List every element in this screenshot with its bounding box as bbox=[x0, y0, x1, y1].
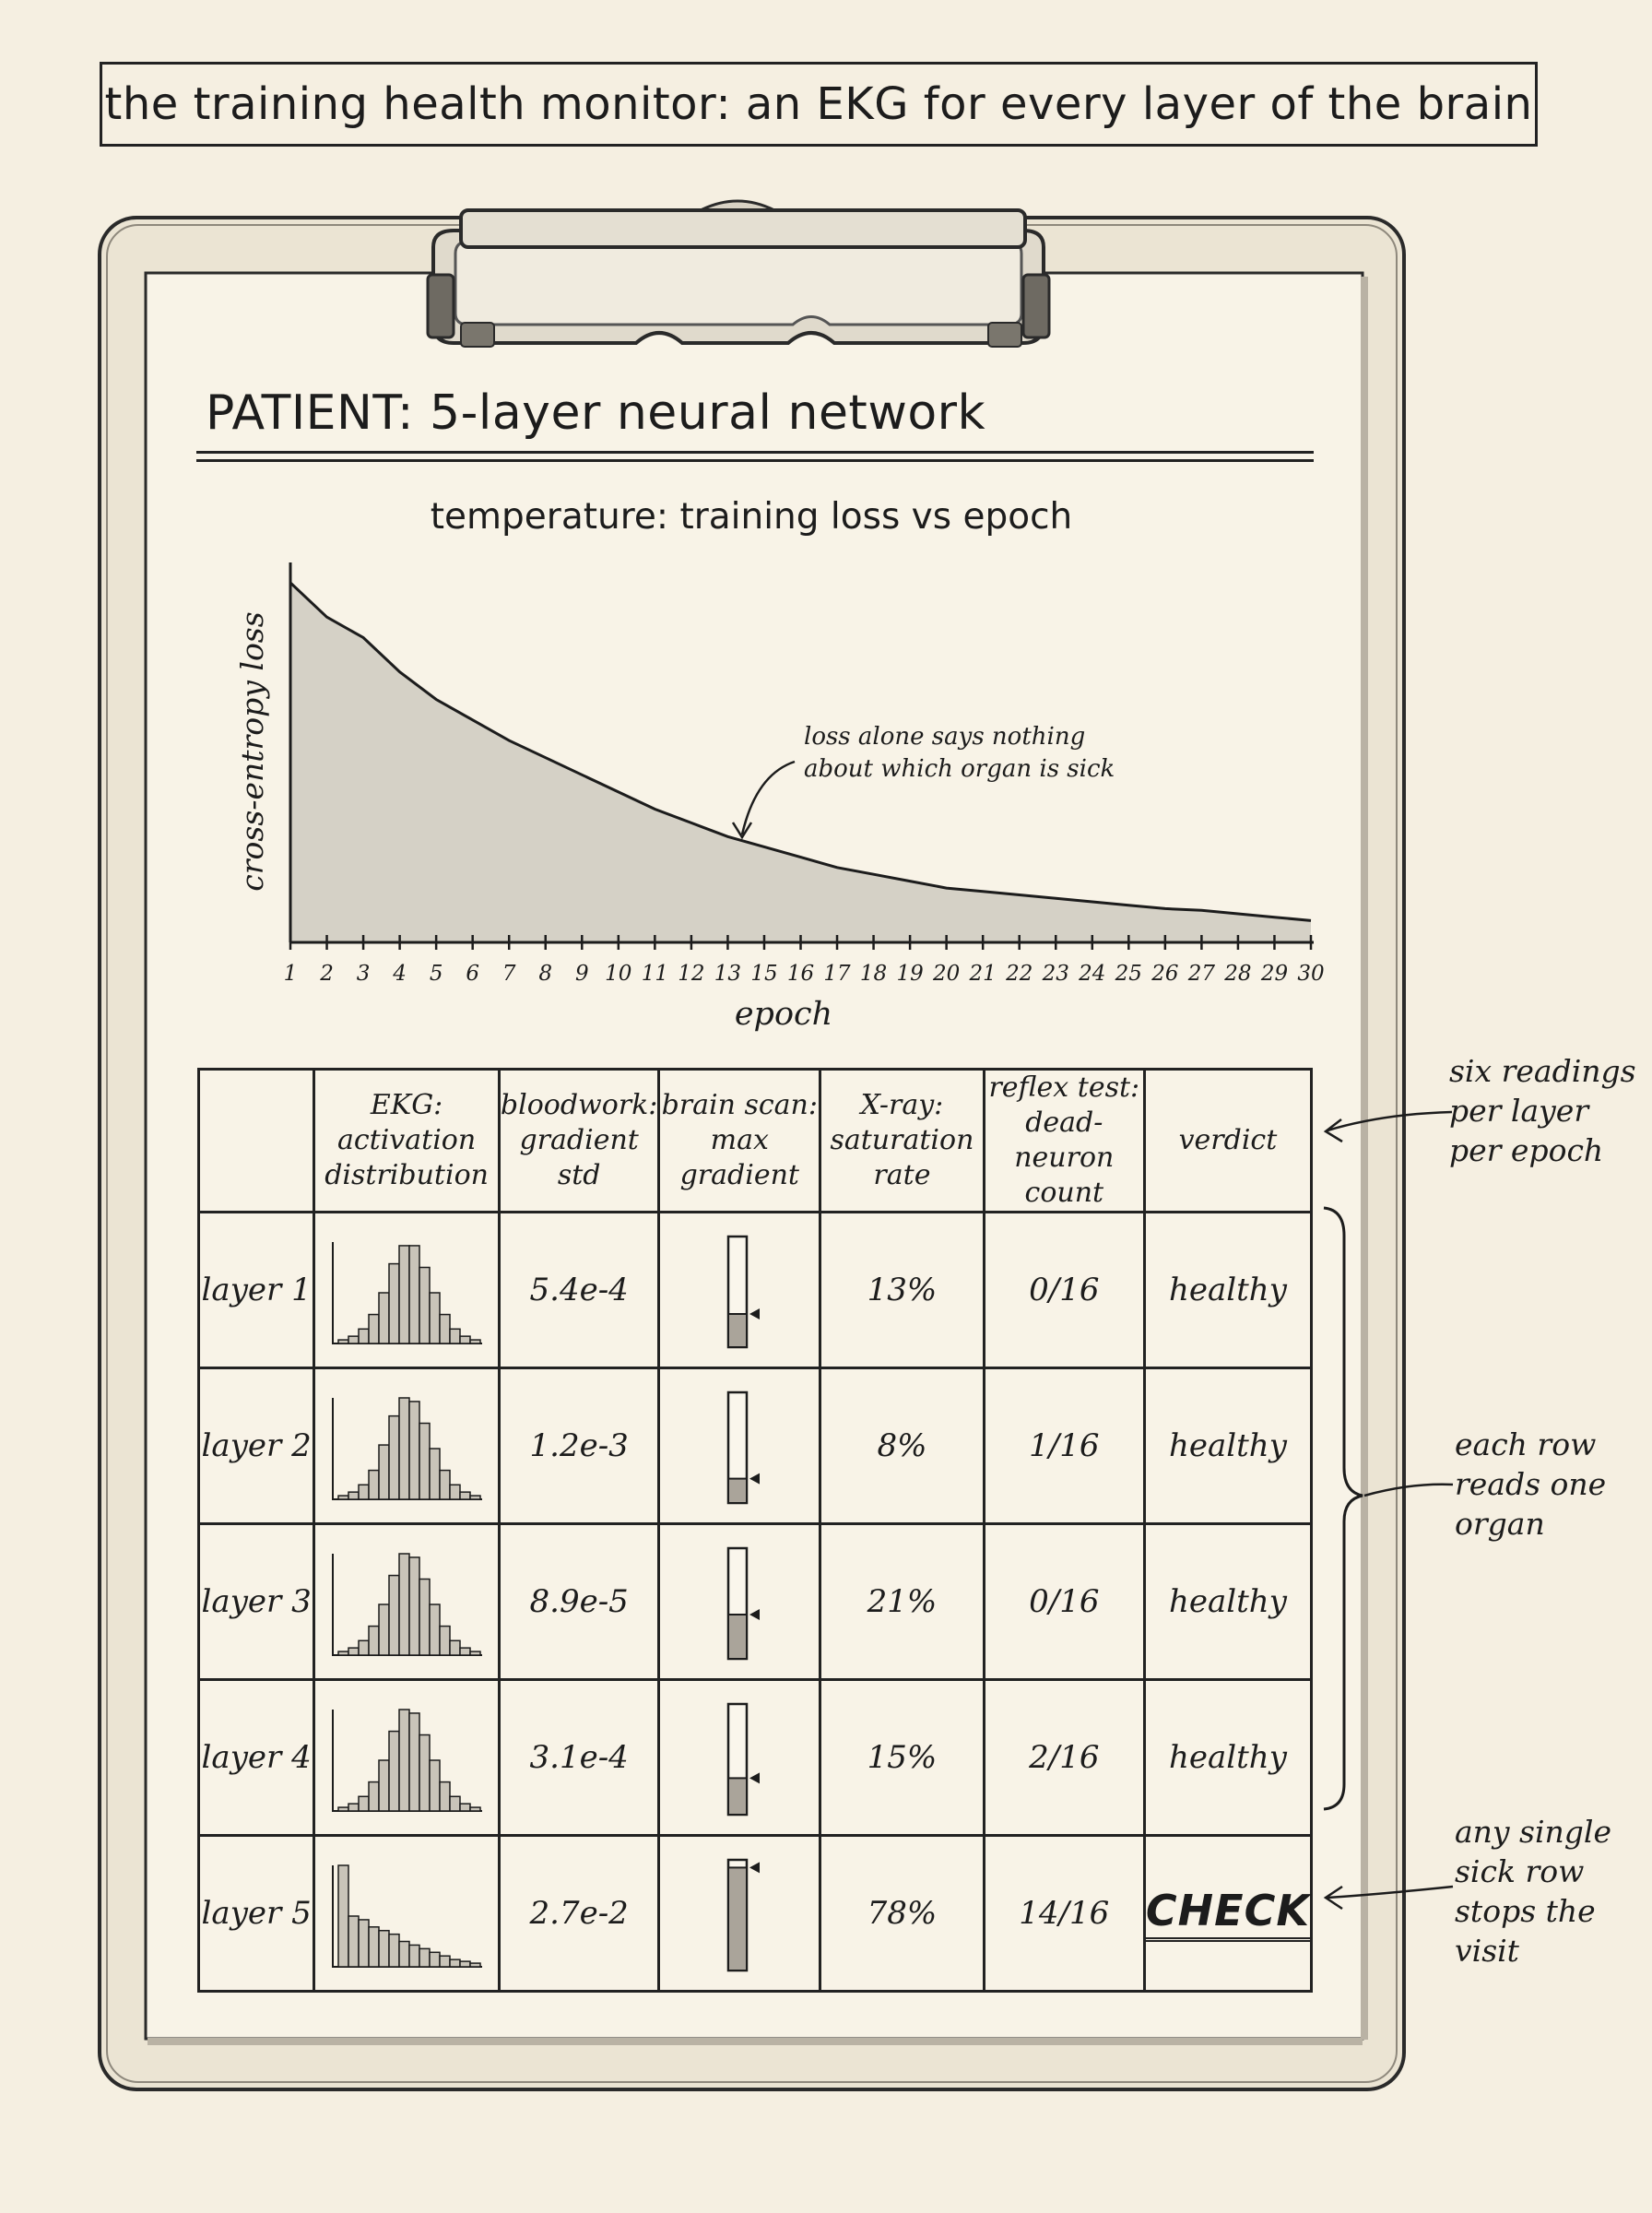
clip-icon bbox=[428, 201, 1049, 347]
verdict: CHECK bbox=[1146, 1886, 1310, 1942]
x-tick-label: 21 bbox=[969, 962, 997, 986]
histogram-bar bbox=[379, 1293, 389, 1343]
histogram-bar bbox=[338, 1496, 348, 1499]
max-gradient-cell bbox=[659, 1213, 820, 1368]
x-tick-label: 10 bbox=[605, 962, 632, 986]
histogram-bar bbox=[450, 1640, 460, 1655]
histogram-bar bbox=[338, 1807, 348, 1811]
histogram-bar bbox=[338, 1865, 348, 1967]
histogram-bar bbox=[399, 1246, 409, 1343]
x-tick-label: 13 bbox=[714, 962, 742, 986]
histogram-bar bbox=[419, 1735, 430, 1812]
histogram-bar bbox=[430, 1449, 440, 1499]
table-row bbox=[199, 1213, 1312, 1368]
histogram-bar bbox=[369, 1471, 379, 1499]
x-tick-label: 1 bbox=[283, 962, 298, 986]
histogram-bar bbox=[348, 1336, 359, 1343]
x-tick-label: 2 bbox=[320, 962, 334, 986]
max-gradient-cell bbox=[659, 1368, 820, 1524]
header-corner bbox=[199, 1070, 314, 1213]
table-row bbox=[199, 1680, 1312, 1836]
layer-name: layer 3 bbox=[199, 1524, 314, 1680]
histogram-bar bbox=[450, 1796, 460, 1811]
note-rows: each row reads one organ bbox=[1455, 1426, 1607, 1542]
banner-title: the training health monitor: an EKG for every layer of the brain bbox=[100, 62, 1538, 147]
histogram-bar bbox=[399, 1942, 409, 1968]
dead-neuron-count: 14/16 bbox=[984, 1836, 1144, 1992]
verdict-cell bbox=[1144, 1680, 1311, 1836]
x-tick-label: 27 bbox=[1187, 962, 1216, 986]
histogram-bar bbox=[379, 1760, 389, 1811]
histogram-bar bbox=[430, 1604, 440, 1655]
gauge-marker bbox=[749, 1308, 760, 1320]
histogram-bar bbox=[369, 1927, 379, 1967]
histogram-bar bbox=[470, 1963, 480, 1967]
histogram-bar bbox=[450, 1959, 460, 1967]
health-table bbox=[197, 1068, 1313, 1993]
x-tick-label: 26 bbox=[1151, 962, 1179, 986]
histogram-bar bbox=[379, 1931, 389, 1967]
gauge-fill bbox=[728, 1867, 747, 1970]
histogram-bar bbox=[470, 1496, 480, 1499]
histogram-bar bbox=[399, 1710, 409, 1811]
layer-name: layer 2 bbox=[199, 1368, 314, 1524]
histogram-bar bbox=[450, 1485, 460, 1499]
max-gradient-gauge bbox=[712, 1849, 767, 1978]
chart-title: temperature: training loss vs epoch bbox=[430, 496, 1073, 538]
histogram-bar bbox=[338, 1340, 348, 1343]
x-tick-label: 20 bbox=[933, 962, 961, 986]
verdict-cell bbox=[1144, 1524, 1311, 1680]
max-gradient-cell bbox=[659, 1680, 820, 1836]
header-xray: X-ray: saturation rate bbox=[820, 1070, 985, 1213]
verdict: healthy bbox=[1168, 1272, 1287, 1308]
histogram-bar bbox=[389, 1935, 399, 1967]
verdict-cell bbox=[1144, 1836, 1311, 1992]
table-row bbox=[199, 1368, 1312, 1524]
header-verdict: verdict bbox=[1144, 1070, 1311, 1213]
x-tick-label: 25 bbox=[1115, 962, 1142, 986]
saturation-rate: 15% bbox=[820, 1680, 985, 1836]
gauge-fill bbox=[728, 1615, 747, 1659]
dead-neuron-count: 0/16 bbox=[984, 1524, 1144, 1680]
histogram-bar bbox=[359, 1485, 369, 1499]
saturation-rate: 8% bbox=[820, 1368, 985, 1524]
histogram-bar bbox=[419, 1948, 430, 1967]
x-axis-label: epoch bbox=[734, 996, 833, 1033]
x-tick-label: 28 bbox=[1224, 962, 1252, 986]
x-tick-label: 3 bbox=[356, 962, 371, 986]
histogram-bar bbox=[399, 1398, 409, 1499]
x-tick-label: 8 bbox=[538, 962, 553, 986]
histogram-bar bbox=[389, 1264, 399, 1343]
histogram-bar bbox=[440, 1315, 450, 1343]
verdict-cell bbox=[1144, 1368, 1311, 1524]
histogram-bar bbox=[369, 1315, 379, 1343]
histogram-bar bbox=[460, 1492, 470, 1499]
x-tick-label: 19 bbox=[896, 962, 924, 986]
y-axis-label: cross-entropy loss bbox=[234, 611, 270, 892]
histogram-bar bbox=[430, 1293, 440, 1343]
verdict: healthy bbox=[1168, 1583, 1287, 1620]
header-reflex: reflex test: dead-neuron count bbox=[984, 1070, 1144, 1213]
header-brain-scan: brain scan: max gradient bbox=[659, 1070, 820, 1213]
histogram-bar bbox=[389, 1416, 399, 1499]
saturation-rate: 13% bbox=[820, 1213, 985, 1368]
activation-histogram bbox=[324, 1381, 490, 1510]
x-tick-label: 18 bbox=[859, 962, 888, 986]
histogram-bar bbox=[409, 1713, 419, 1811]
histogram-bar bbox=[440, 1782, 450, 1811]
note-sick: any single sick row stops the visit bbox=[1455, 1814, 1612, 1969]
gauge-marker bbox=[749, 1609, 760, 1620]
saturation-rate: 78% bbox=[820, 1836, 985, 1992]
histogram-bar bbox=[348, 1492, 359, 1499]
max-gradient-cell bbox=[659, 1836, 820, 1992]
gauge-fill bbox=[728, 1479, 747, 1503]
gauge-fill bbox=[728, 1314, 747, 1347]
histogram-bar bbox=[419, 1424, 430, 1500]
histogram-bar bbox=[389, 1576, 399, 1655]
gauge-marker bbox=[749, 1862, 760, 1873]
activation-histogram bbox=[324, 1849, 490, 1978]
x-tick-label: 24 bbox=[1079, 962, 1106, 986]
histogram-bar bbox=[409, 1945, 419, 1967]
activation-histogram bbox=[324, 1537, 490, 1666]
saturation-rate: 21% bbox=[820, 1524, 985, 1680]
verdict-cell bbox=[1144, 1213, 1311, 1368]
max-gradient-cell bbox=[659, 1524, 820, 1680]
histogram-bar bbox=[430, 1952, 440, 1967]
activation-histogram-cell bbox=[314, 1368, 500, 1524]
patient-header: PATIENT: 5-layer neural network bbox=[206, 385, 986, 441]
histogram-bar bbox=[338, 1651, 348, 1655]
gauge-marker bbox=[749, 1772, 760, 1783]
histogram-bar bbox=[369, 1782, 379, 1811]
histogram-bar bbox=[359, 1640, 369, 1655]
layer-name: layer 1 bbox=[199, 1213, 314, 1368]
histogram-bar bbox=[470, 1807, 480, 1811]
header-rule-bottom bbox=[196, 459, 1314, 462]
max-gradient-gauge bbox=[712, 1381, 767, 1510]
x-tick-label: 16 bbox=[786, 962, 815, 986]
verdict: healthy bbox=[1168, 1739, 1287, 1776]
layer-name: layer 4 bbox=[199, 1680, 314, 1836]
histogram-bar bbox=[409, 1246, 419, 1343]
gradient-std: 2.7e-2 bbox=[499, 1836, 659, 1992]
histogram-bar bbox=[460, 1336, 470, 1343]
x-tick-label: 5 bbox=[429, 962, 443, 986]
activation-histogram-cell bbox=[314, 1680, 500, 1836]
histogram-bar bbox=[440, 1471, 450, 1499]
histogram-bar bbox=[379, 1604, 389, 1655]
x-tick-label: 6 bbox=[466, 962, 479, 986]
chart-annotation: loss alone says nothing about which organ is sick bbox=[804, 723, 1115, 783]
histogram-bar bbox=[409, 1557, 419, 1655]
verdict: healthy bbox=[1168, 1427, 1287, 1464]
histogram-bar bbox=[359, 1920, 369, 1967]
histogram-bar bbox=[348, 1916, 359, 1967]
header-bloodwork: bloodwork: gradient std bbox=[499, 1070, 659, 1213]
histogram-bar bbox=[369, 1627, 379, 1655]
histogram-bar bbox=[460, 1804, 470, 1811]
layer-name: layer 5 bbox=[199, 1836, 314, 1992]
histogram-bar bbox=[450, 1329, 460, 1343]
gradient-std: 8.9e-5 bbox=[499, 1524, 659, 1680]
max-gradient-gauge bbox=[712, 1225, 767, 1355]
gauge-marker bbox=[749, 1473, 760, 1485]
histogram-bar bbox=[460, 1648, 470, 1655]
x-tick-label: 11 bbox=[641, 962, 668, 986]
histogram-bar bbox=[440, 1956, 450, 1967]
histogram-bar bbox=[470, 1651, 480, 1655]
x-tick-label: 4 bbox=[393, 962, 407, 986]
histogram-bar bbox=[359, 1796, 369, 1811]
x-tick-label: 30 bbox=[1297, 962, 1325, 986]
header-ekg: EKG: activation distribution bbox=[314, 1070, 500, 1213]
table-row bbox=[199, 1836, 1312, 1992]
histogram-bar bbox=[419, 1580, 430, 1656]
histogram-bar bbox=[470, 1340, 480, 1343]
histogram-bar bbox=[440, 1627, 450, 1655]
histogram-bar bbox=[409, 1402, 419, 1499]
histogram-bar bbox=[460, 1961, 470, 1967]
activation-histogram bbox=[324, 1225, 490, 1355]
x-tick-label: 22 bbox=[1006, 962, 1033, 986]
activation-histogram-cell bbox=[314, 1836, 500, 1992]
gradient-std: 5.4e-4 bbox=[499, 1213, 659, 1368]
dead-neuron-count: 0/16 bbox=[984, 1213, 1144, 1368]
x-tick-label: 7 bbox=[502, 962, 516, 986]
histogram-bar bbox=[430, 1760, 440, 1811]
note-readings: six readings per layer per epoch bbox=[1449, 1053, 1636, 1168]
x-tick-label: 29 bbox=[1260, 962, 1289, 986]
x-tick-label: 15 bbox=[750, 962, 778, 986]
histogram-bar bbox=[399, 1554, 409, 1655]
histogram-bar bbox=[379, 1445, 389, 1499]
x-tick-label: 12 bbox=[678, 962, 705, 986]
histogram-bar bbox=[348, 1804, 359, 1811]
gradient-std: 3.1e-4 bbox=[499, 1680, 659, 1836]
gradient-std: 1.2e-3 bbox=[499, 1368, 659, 1524]
histogram-bar bbox=[389, 1732, 399, 1811]
x-tick-label: 9 bbox=[574, 962, 589, 986]
dead-neuron-count: 2/16 bbox=[984, 1680, 1144, 1836]
x-tick-label: 17 bbox=[823, 962, 851, 986]
header-rule-top bbox=[196, 451, 1314, 454]
table-row bbox=[199, 1524, 1312, 1680]
dead-neuron-count: 1/16 bbox=[984, 1368, 1144, 1524]
histogram-bar bbox=[348, 1648, 359, 1655]
table-header-row bbox=[199, 1070, 1312, 1213]
histogram-bar bbox=[419, 1268, 430, 1344]
gauge-fill bbox=[728, 1778, 747, 1815]
activation-histogram bbox=[324, 1693, 490, 1822]
activation-histogram-cell bbox=[314, 1213, 500, 1368]
histogram-bar bbox=[359, 1329, 369, 1343]
activation-histogram-cell bbox=[314, 1524, 500, 1680]
max-gradient-gauge bbox=[712, 1693, 767, 1822]
max-gradient-gauge bbox=[712, 1537, 767, 1666]
x-tick-label: 23 bbox=[1042, 962, 1069, 986]
